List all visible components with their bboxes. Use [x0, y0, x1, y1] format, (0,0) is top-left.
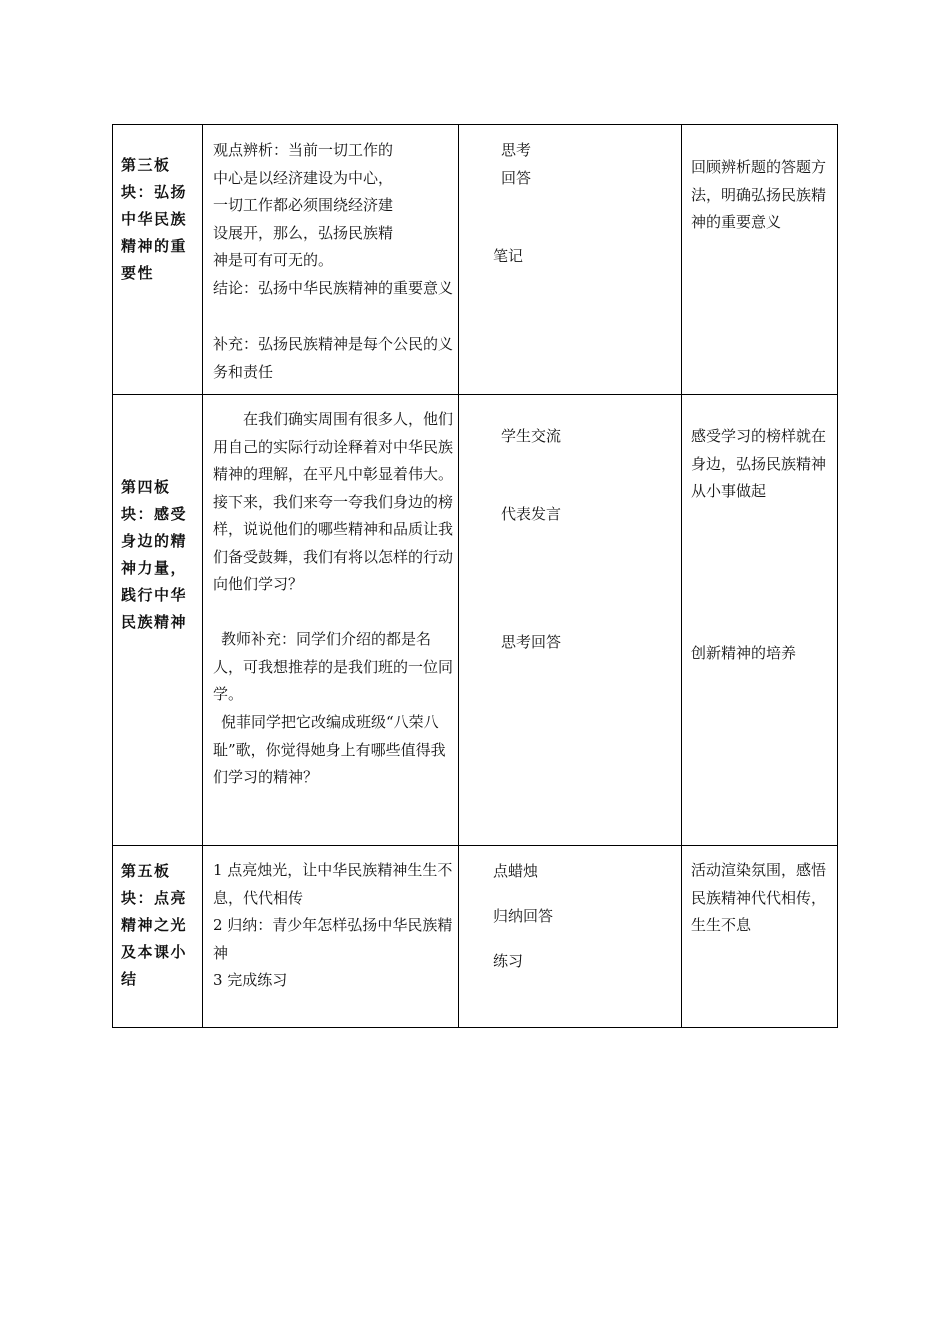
activity-item: 回答 — [501, 169, 532, 187]
table-row — [113, 395, 837, 846]
content-cell — [203, 395, 459, 845]
content-paragraph: 教师补充：同学们介绍的都是名人，可我想推荐的是我们班的一位同学。 — [213, 630, 454, 703]
purpose-cell — [682, 846, 839, 1027]
activity-item: 思考 — [501, 141, 532, 159]
activity-cell — [459, 846, 682, 1027]
activity-item: 学生交流 — [501, 427, 562, 445]
activity-item: 归纳回答 — [493, 907, 554, 925]
purpose-cell — [682, 395, 839, 845]
content-line: 中心是以经济建设为中心， — [213, 168, 394, 187]
section-title: 第五板块：点亮精神之光及本课小结 — [121, 862, 188, 988]
purpose-text: 回顾辨析题的答题方法，明确弘扬民族精神的重要意义 — [691, 158, 827, 231]
activity-item: 练习 — [493, 952, 524, 970]
table-row — [113, 846, 837, 1027]
table-row — [113, 125, 837, 395]
content-cell — [203, 846, 459, 1027]
content-paragraph: 2 归纳：青少年怎样弘扬中华民族精神 — [213, 916, 453, 962]
content-line: 一切工作都必须围绕经济建 — [213, 196, 394, 214]
activity-item: 点蜡烛 — [493, 862, 539, 880]
content-paragraph: 结论：弘扬中华民族精神的重要意义 — [213, 279, 454, 297]
content-paragraph: 在我们确实周围有很多人，他们用自己的实际行动诠释着对中华民族精神的理解，在平凡中彰显着伟大。接下来，我们来夸一夸我们身边的榜样，说说他们的哪些精神和品质让我们备受鼓舞，我们有将以怎样的行动向他们学习？ — [213, 410, 454, 593]
content-paragraph: 倪菲同学把它改编成班级“八荣八耻”歌，你觉得她身上有哪些值得我们学习的精神？ — [213, 713, 446, 786]
content-cell — [203, 125, 459, 394]
purpose-text: 活动渲染氛围，感悟民族精神代代相传，生生不息 — [691, 861, 827, 934]
content-paragraph: 补充：弘扬民族精神是每个公民的义务和责任 — [213, 335, 454, 381]
content-line: 设展开，那么，弘扬民族精 — [213, 223, 394, 242]
content-paragraph: 1 点亮烛光，让中华民族精神生生不息，代代相传 — [213, 861, 453, 907]
lesson-plan-table — [112, 124, 838, 1028]
content-line: 神是可有可无的。 — [213, 251, 334, 269]
activity-item: 笔记 — [493, 247, 524, 265]
section-title: 第三板块：弘扬中华民族精神的重要性 — [121, 156, 188, 282]
content-paragraph: 3 完成练习 — [213, 971, 288, 989]
activity-cell — [459, 125, 682, 394]
activity-cell — [459, 395, 682, 845]
activity-item: 思考回答 — [501, 633, 562, 651]
section-cell — [113, 125, 203, 394]
section-title: 第四板块：感受身边的精神力量，践行中华民族精神 — [121, 478, 188, 631]
section-cell — [113, 395, 203, 845]
purpose-cell — [682, 125, 839, 394]
section-cell — [113, 846, 203, 1027]
content-line: 观点辨析：当前一切工作的 — [213, 141, 394, 159]
purpose-text: 创新精神的培养 — [691, 644, 797, 662]
activity-item: 代表发言 — [501, 505, 562, 523]
purpose-text: 感受学习的榜样就在身边，弘扬民族精神从小事做起 — [691, 427, 827, 500]
